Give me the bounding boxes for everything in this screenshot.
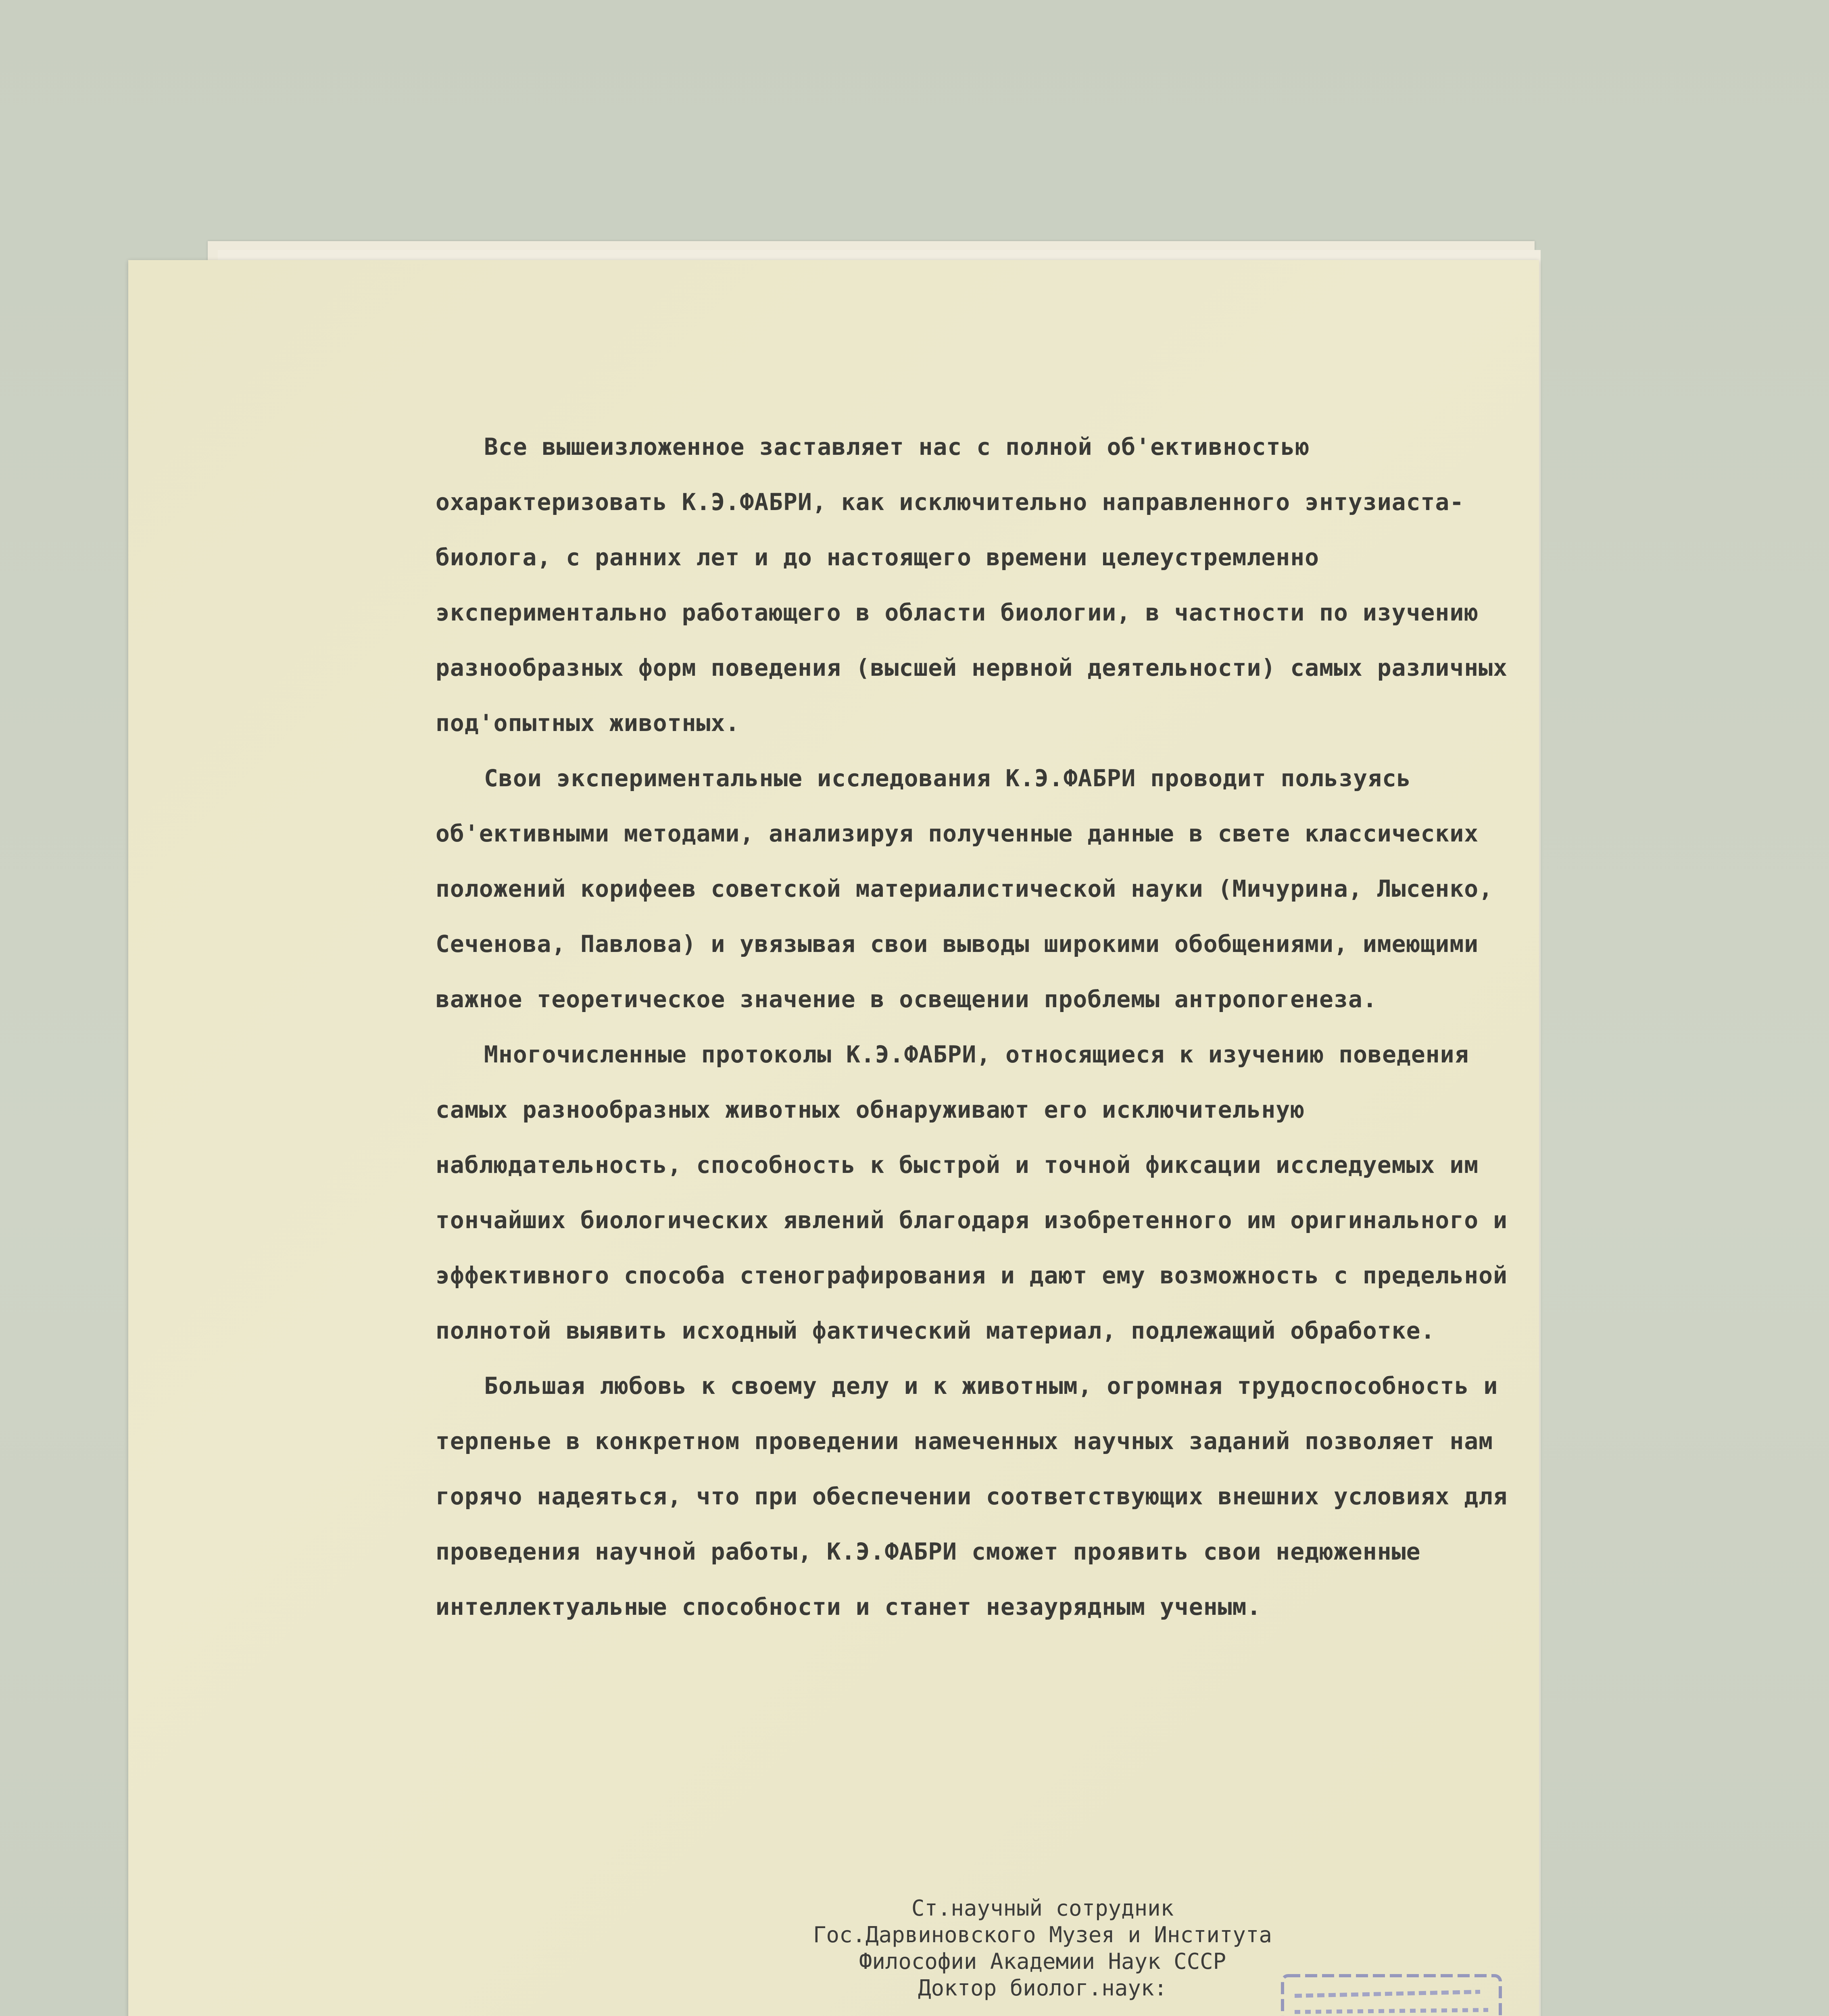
archive-stamp: [1278, 1968, 1512, 2016]
paragraph-4: Большая любовь к своему делу и к животным, огромная трудоспособность и терпенье в конкретном проведении намеченных научных заданий позволяет нам горячо надеяться, что при обеспечении соответствующих внешних условиях для проведения научной работы, К.Э.ФАБРИ сможет проявить свои недюженные интеллектуальные способности и станет незаурядным ученым.: [436, 1372, 1522, 1620]
signature-affiliation-2: Философии Академии Наук СССР: [859, 1949, 1226, 1974]
signature-title: Ст.научный сотрудник: [911, 1895, 1174, 1921]
signature-degree: Доктор биолог.наук:: [918, 1975, 1167, 2001]
paragraph-1: Все вышеизложенное заставляет нас с полной об'ективностью охарактеризовать К.Э.ФАБРИ, как исключительно направленного энтузиаста-биолога, с ранних лет и до настоящего времени целеустремленно экспериментально работающего в области биологии, в частности по изучению разнообразных форм поведения (высшей нервной деятельности) самых различных под'опытных животных.: [436, 433, 1522, 737]
paragraph-2: Свои экспериментальные исследования К.Э.ФАБРИ проводит пользуясь об'ективными методами, анализируя полученные данные в свете классических положений корифеев советской материалистической науки (Мичурина, Лысенко, Сеченова, Павлова) и увязывая свои выводы широкими обобщениями, имеющими важное теоретическое значение в освещении проблемы антропогенеза.: [436, 764, 1508, 1013]
signature-affiliation: Гос.Дарвиновского Музея и Института: [813, 1922, 1272, 1947]
document-body: [436, 419, 1549, 1635]
signature-block: [710, 1895, 1375, 2001]
stamp-icon: [1278, 1968, 1512, 2016]
paragraph-3: Многочисленные протоколы К.Э.ФАБРИ, относящиеся к изучению поведения самых разнообразных животных обнаруживают его исключительную наблюдательность, способность к быстрой и точной фиксации исследуемых им тончайших биологических явлений благодаря изобретенного им оригинального и эффективного способа стенографирования и дают ему возможность с предельной полнотой выявить исходный фактический материал, подлежащий обработке.: [436, 1041, 1522, 1344]
